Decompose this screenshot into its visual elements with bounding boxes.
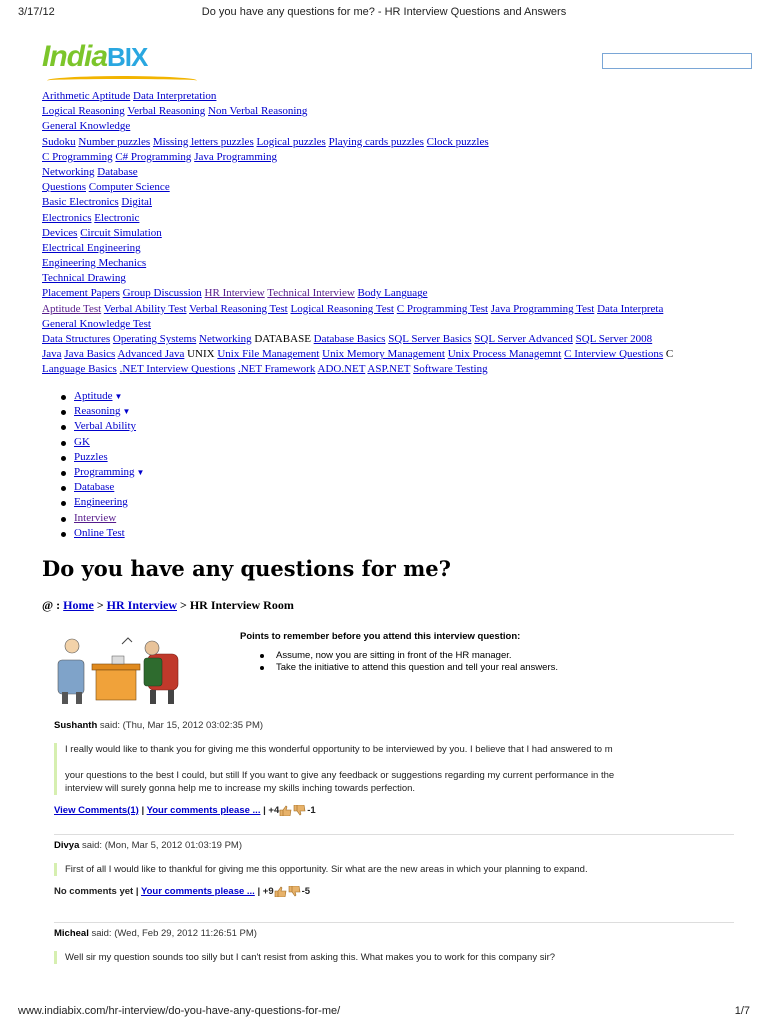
nav-text: UNIX xyxy=(184,348,218,361)
nav-link[interactable]: C Programming xyxy=(42,150,113,163)
nav-link[interactable]: Electronic xyxy=(94,211,140,224)
nav-line xyxy=(42,317,732,332)
top-navigation xyxy=(42,89,732,378)
nav-link[interactable]: Number puzzles xyxy=(78,135,151,148)
comment-actions: View Comments(1) | Your comments please ... | +4 -1 xyxy=(54,805,316,817)
point-item: Assume, now you are sitting in front of the HR manager. xyxy=(240,650,558,662)
nav-link[interactable]: Unix File Management xyxy=(217,348,320,361)
nav-link[interactable]: Networking xyxy=(199,333,252,345)
nav-link[interactable]: SQL Server Basics xyxy=(388,333,472,345)
site-logo[interactable] xyxy=(42,40,222,80)
nav-link[interactable]: C Programming Test xyxy=(396,302,489,315)
interview-illustration xyxy=(52,628,192,706)
upvote-count: +4 xyxy=(268,805,280,817)
comment-author: Sushanth xyxy=(54,720,98,731)
nav-line xyxy=(42,256,732,271)
breadcrumb-home-link[interactable]: Home xyxy=(63,598,94,612)
menu-link[interactable]: Aptitude xyxy=(74,390,113,402)
dropdown-arrow-icon[interactable]: ▼ xyxy=(122,407,131,417)
nav-link[interactable]: Digital xyxy=(121,196,152,209)
nav-text: DATABASE xyxy=(251,333,314,345)
category-menu xyxy=(56,389,144,541)
nav-link[interactable]: .NET Interview Questions xyxy=(119,363,236,376)
comment-line: I really would like to thank you for giving me this wonderful opportunity to be interviewed by you. I believe that I had answered to m xyxy=(65,744,613,755)
comment-line xyxy=(65,756,734,769)
menu-link[interactable]: Verbal Ability xyxy=(74,420,137,433)
reply-link[interactable]: Your comments please ... xyxy=(140,886,255,898)
nav-line xyxy=(42,165,732,180)
nav-link[interactable]: Missing letters puzzles xyxy=(152,135,254,148)
menu-item xyxy=(56,419,144,434)
nav-line xyxy=(42,226,732,241)
comment xyxy=(54,720,734,816)
nav-line xyxy=(42,180,732,195)
nav-link[interactable]: Java Programming Test xyxy=(490,302,595,315)
nav-link[interactable]: Verbal Reasoning xyxy=(127,105,206,118)
nav-link[interactable]: Data Interpretation xyxy=(133,90,217,102)
comment-header xyxy=(54,840,734,851)
print-url: www.indiabix.com/hr-interview/do-you-have-any-questions-for-me/ xyxy=(18,1005,341,1017)
nav-line xyxy=(42,104,732,119)
nav-link[interactable]: Java Programming xyxy=(194,150,277,163)
nav-link[interactable]: Language Basics xyxy=(42,363,117,376)
menu-link[interactable]: Puzzles xyxy=(74,450,108,463)
dropdown-arrow-icon[interactable]: ▼ xyxy=(136,467,145,477)
comment-author: Micheal xyxy=(54,928,89,939)
nav-link[interactable]: Logical Reasoning xyxy=(42,105,125,118)
nav-line xyxy=(42,195,732,210)
thumbs-up-icon[interactable] xyxy=(279,805,293,816)
menu-item xyxy=(56,404,144,419)
nav-link[interactable]: Devices xyxy=(42,226,78,239)
nav-link[interactable]: Electrical Engineering xyxy=(42,241,141,254)
menu-item xyxy=(56,511,144,526)
nav-link[interactable]: Circuit Simulation xyxy=(80,226,162,239)
upvote-count: +9 xyxy=(262,886,274,898)
menu-link[interactable]: Database xyxy=(74,481,115,494)
comment-header xyxy=(54,928,734,939)
nav-link[interactable]: Unix Memory Management xyxy=(322,348,445,361)
view-comments-link[interactable]: View Comments(1) xyxy=(54,805,139,817)
comment-date: said: (Thu, Mar 15, 2012 03:02:35 PM) xyxy=(97,720,264,731)
comment-divider xyxy=(54,922,734,923)
comment-line: Well sir my question sounds too silly but I can't resist from asking this. What makes you to work for this company sir? xyxy=(65,952,556,963)
breadcrumb-sep: > xyxy=(177,598,190,612)
nav-link[interactable]: SQL Server 2008 xyxy=(575,333,653,345)
menu-link[interactable]: Interview xyxy=(74,511,117,524)
nav-link[interactable]: Unix Process Managemnt xyxy=(447,348,562,361)
menu-link[interactable]: Programming xyxy=(74,465,135,478)
thumbs-up-icon[interactable] xyxy=(274,886,288,897)
nav-link[interactable]: Basic Electronics xyxy=(42,196,119,209)
nav-link[interactable]: Electronics xyxy=(42,211,92,224)
nav-link[interactable]: Data Interpreta xyxy=(597,302,664,315)
print-title: Do you have any questions for me? - HR Interview Questions and Answers xyxy=(201,6,567,18)
breadcrumb-section-link[interactable]: HR Interview xyxy=(106,598,177,612)
nav-link[interactable]: Engineering Mechanics xyxy=(42,257,147,270)
nav-line xyxy=(42,271,732,286)
menu-link[interactable]: GK xyxy=(74,435,90,448)
page-title: Do you have any questions for me? xyxy=(42,556,451,581)
nav-link[interactable]: General Knowledge Test xyxy=(42,317,151,330)
nav-link[interactable]: Java Basics xyxy=(64,348,116,361)
search-input[interactable] xyxy=(602,53,752,69)
menu-link[interactable]: Online Test xyxy=(74,526,125,539)
comment-date: said: (Mon, Mar 5, 2012 01:03:19 PM) xyxy=(79,840,242,851)
menu-item xyxy=(56,465,144,480)
nav-link[interactable]: Database xyxy=(97,165,138,178)
breadcrumb-current: HR Interview Room xyxy=(189,598,294,612)
nav-line xyxy=(42,150,732,165)
nav-link[interactable]: Advanced Java xyxy=(117,348,185,361)
nav-line xyxy=(42,135,732,150)
nav-link[interactable]: Data Structures xyxy=(42,333,111,345)
nav-line xyxy=(42,332,732,347)
nav-link[interactable]: Software Testing xyxy=(413,363,488,376)
nav-line xyxy=(42,302,732,317)
menu-item xyxy=(56,435,144,450)
thumbs-down-icon[interactable] xyxy=(293,805,307,816)
view-comments-link: No comments yet xyxy=(54,886,134,898)
comment-line: First of all I would like to thankful for giving me this opportunity. Sir what are the new areas in which your planning to expand. xyxy=(65,864,588,875)
comment-date: said: (Wed, Feb 29, 2012 11:26:51 PM) xyxy=(88,928,257,939)
nav-link[interactable]: Networking xyxy=(42,165,95,178)
nav-line xyxy=(42,89,732,104)
nav-link[interactable]: Group Discussion xyxy=(122,287,202,300)
breadcrumb xyxy=(42,598,294,613)
nav-link[interactable]: Playing cards puzzles xyxy=(328,135,424,148)
menu-item xyxy=(56,480,144,495)
nav-link[interactable]: Technical Drawing xyxy=(42,272,126,285)
nav-link[interactable]: Verbal Reasoning Test xyxy=(189,302,288,315)
nav-link[interactable]: Java xyxy=(42,348,62,361)
dropdown-arrow-icon[interactable]: ▼ xyxy=(114,392,123,401)
comment-divider xyxy=(54,834,734,835)
nav-link[interactable]: Database Basics xyxy=(313,333,386,345)
menu-item xyxy=(56,526,144,541)
nav-link[interactable]: Questions xyxy=(42,181,86,194)
breadcrumb-sep: > xyxy=(93,598,107,612)
logo-swoosh-icon xyxy=(47,76,197,85)
nav-link[interactable]: C# Programming xyxy=(115,150,192,163)
comment xyxy=(54,840,734,897)
comment-header xyxy=(54,720,734,731)
logo-part-1: India xyxy=(42,40,108,73)
nav-link[interactable]: Body Language xyxy=(357,287,428,300)
menu-link[interactable]: Reasoning xyxy=(74,405,121,418)
nav-link[interactable]: Non Verbal Reasoning xyxy=(208,105,308,118)
nav-text: C xyxy=(663,348,674,361)
nav-link[interactable]: Aptitude Test xyxy=(42,302,102,315)
nav-link[interactable]: SQL Server Advanced xyxy=(474,333,573,345)
nav-link[interactable]: Verbal Ability Test xyxy=(103,302,187,315)
nav-line xyxy=(42,241,732,256)
nav-link[interactable]: Logical Reasoning Test xyxy=(290,302,394,315)
point-item: Take the initiative to attend this question and tell your real answers. xyxy=(240,662,558,674)
print-footer xyxy=(0,1002,768,1024)
nav-link[interactable]: Arithmetic Aptitude xyxy=(42,90,131,102)
nav-link[interactable]: Sudoku xyxy=(42,135,76,148)
menu-link[interactable]: Engineering xyxy=(74,496,128,509)
downvote-count: -5 xyxy=(301,886,311,898)
nav-line xyxy=(42,286,732,301)
nav-line xyxy=(42,119,732,134)
comment-line: your questions to the best I could, but still If you want to give any feedback or suggestions regarding my current performance in the xyxy=(65,770,615,781)
menu-item xyxy=(56,495,144,510)
comment-line: interview will surely gonna help me to increase my skills inching towards perfection. xyxy=(65,783,416,794)
nav-line xyxy=(42,211,732,226)
menu-item xyxy=(56,389,144,404)
thumbs-down-icon[interactable] xyxy=(288,886,302,897)
nav-link[interactable]: .NET Framework xyxy=(237,363,316,376)
nav-link[interactable]: ASP.NET xyxy=(367,363,411,376)
nav-line xyxy=(42,347,732,362)
comment-actions: No comments yet | Your comments please ... | +9 -5 xyxy=(54,886,311,898)
breadcrumb-prefix: @ : xyxy=(42,598,64,612)
comment-body xyxy=(54,951,734,964)
nav-link[interactable]: HR Interview xyxy=(204,287,265,300)
print-page-number: 1/7 xyxy=(734,1005,750,1017)
comment-body xyxy=(54,863,734,876)
print-date: 3/17/12 xyxy=(18,6,55,18)
points-heading: Points to remember before you attend this interview question: xyxy=(240,631,521,642)
comment-body xyxy=(54,743,734,795)
nav-link[interactable]: Operating Systems xyxy=(112,333,197,345)
nav-link[interactable]: Technical Interview xyxy=(267,287,355,300)
nav-link[interactable]: C Interview Questions xyxy=(564,348,664,361)
comment xyxy=(54,928,734,964)
reply-link[interactable]: Your comments please ... xyxy=(146,805,261,817)
nav-link[interactable]: ADO.NET xyxy=(317,363,366,376)
nav-link[interactable]: General Knowledge xyxy=(42,120,131,133)
points-to-remember xyxy=(240,631,558,674)
downvote-count: -1 xyxy=(307,805,316,817)
nav-line xyxy=(42,362,732,377)
logo-part-2: BIX xyxy=(107,42,148,72)
print-header xyxy=(0,0,768,20)
nav-link[interactable]: Logical puzzles xyxy=(256,135,326,148)
menu-item xyxy=(56,450,144,465)
comment-author: Divya xyxy=(54,840,80,851)
nav-link[interactable]: Computer Science xyxy=(88,181,170,194)
nav-link[interactable]: Placement Papers xyxy=(42,287,120,300)
nav-link[interactable]: Clock puzzles xyxy=(426,135,489,148)
